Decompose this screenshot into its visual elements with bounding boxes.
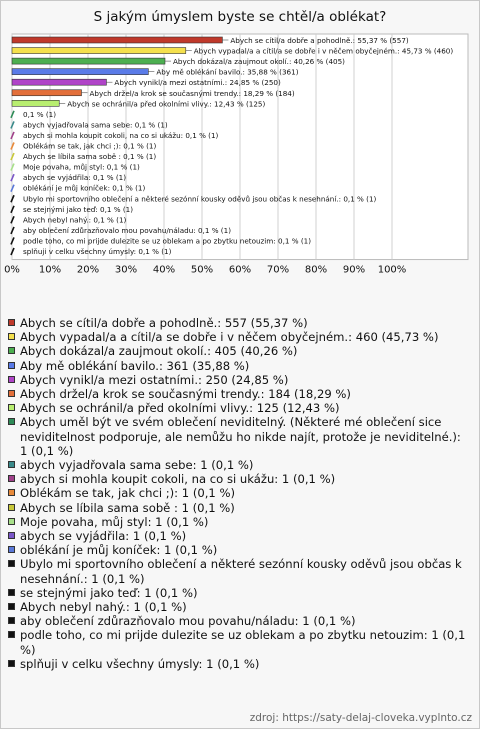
bar-label: aby oblečení zdůrazňovalo mou povahu/náladu: 0,1 % (1) <box>23 225 231 235</box>
legend-item <box>6 515 474 529</box>
legend-label: Abych uměl být ve svém oblečení neviditelný. (Některé mé oblečení sice neviditelnost podporuje, ale nemůžu ho nikde najít, protože je neviditelné.): 1 (0,1 %) <box>20 415 461 458</box>
x-tick-label: 60% <box>228 264 252 276</box>
bar-label: abych si mohla koupit cokoli, na co si ukážu: 0,1 % (1) <box>23 130 219 140</box>
x-tick-label: 90% <box>342 264 366 276</box>
bar-chart <box>0 0 480 310</box>
legend-swatch <box>8 489 15 496</box>
x-tick-label: 40% <box>152 264 176 276</box>
bar-label: 0,1 % (1) <box>23 109 57 119</box>
legend-item <box>6 359 474 373</box>
legend-item <box>6 543 474 557</box>
legend-swatch <box>8 461 15 468</box>
bar-label: Abych vypadal/a a cítil/a se dobře i v něčem obyčejném.: 45,73 % (460) <box>193 46 454 56</box>
legend-swatch <box>8 475 15 482</box>
legend-label: Moje povaha, můj styl: 1 (0,1 %) <box>20 514 209 529</box>
x-tick-label: 20% <box>76 264 100 276</box>
bar-label: splňuji v celku všechny úmysly: 0,1 % (1) <box>23 247 172 256</box>
legend-swatch <box>8 546 15 553</box>
legend-label: Abych vynikl/a mezi ostatními.: 250 (24,85 %) <box>20 372 289 387</box>
legend-label: abych vyjadřovala sama sebe: 1 (0,1 %) <box>20 458 254 473</box>
bar-label: se stejnými jako teď: 0,1 % (1) <box>23 204 134 214</box>
legend-item <box>6 415 474 458</box>
x-tick-label: 0% <box>4 264 20 276</box>
bar-label: Abych se cítil/a dobře a pohodlně.: 55,37 % (557) <box>230 36 409 45</box>
legend-item <box>6 330 474 344</box>
x-tick-label: 50% <box>190 264 214 276</box>
bar-label: Abych nebyl nahý.: 0,1 % (1) <box>23 215 127 225</box>
legend-item <box>6 600 474 614</box>
bar-label: Abych držel/a krok se současnými trendy.: 18,29 % (184) <box>89 88 295 98</box>
bar <box>12 79 106 85</box>
legend-swatch <box>8 589 15 596</box>
legend-swatch <box>8 532 15 539</box>
bar-label: Ubylo mi sportovního oblečení a některé sezónní kousky oděvů jsou občas k nesehnání.: 0,1 % (1) <box>23 194 377 204</box>
legend-swatch <box>8 347 15 354</box>
x-tick-label: 100% <box>377 264 407 276</box>
legend-item <box>6 557 474 585</box>
legend-item <box>6 387 474 401</box>
legend-label: abych si mohla koupit cokoli, na co si ukážu: 1 (0,1 %) <box>20 472 336 487</box>
bar-label: Aby mě oblékání bavilo.: 35,88 % (361) <box>156 67 299 77</box>
x-tick-label: 30% <box>114 264 138 276</box>
bar-label: podle toho, co mi prijde dulezite se uz oblekam a po zbytku netouzim: 0,1 % (1) <box>23 236 312 246</box>
legend-swatch <box>8 660 15 667</box>
legend-label: Abych dokázal/a zaujmout okolí.: 405 (40,26 %) <box>20 344 298 359</box>
legend-label: Abych se cítil/a dobře a pohodlně.: 557 (55,37 %) <box>20 316 308 330</box>
legend-item <box>6 486 474 500</box>
legend-swatch <box>8 631 15 638</box>
legend-label: Oblékám se tak, jak chci ;): 1 (0,1 %) <box>20 486 236 501</box>
bar-label: oblékání je můj koníček: 0,1 % (1) <box>23 183 146 193</box>
x-tick-label: 10% <box>38 264 62 276</box>
legend-label: podle toho, co mi prijde dulezite se uz oblekam a po zbytku netouzim: 1 (0,1 %) <box>20 628 466 657</box>
legend-swatch <box>8 319 15 326</box>
legend-swatch <box>8 390 15 397</box>
legend-swatch <box>8 603 15 610</box>
legend-item <box>6 472 474 486</box>
legend-swatch <box>8 418 15 425</box>
legend-label: oblékání je můj koníček: 1 (0,1 %) <box>20 543 218 558</box>
bar <box>12 100 59 106</box>
x-tick-label: 80% <box>304 264 328 276</box>
bar <box>12 48 186 54</box>
bar-label: Moje povaha, můj styl: 0,1 % (1) <box>23 162 140 172</box>
legend-label: Abych se ochránil/a před okolními vlivy.: 125 (12,43 %) <box>20 401 340 416</box>
chart-title: S jakým úmyslem byste se chtěl/a oblékat? <box>93 9 387 25</box>
legend-item <box>6 344 474 358</box>
legend-item <box>6 586 474 600</box>
bar <box>12 58 165 64</box>
legend-label: Abych se líbila sama sobě : 1 (0,1 %) <box>20 500 235 515</box>
legend-item <box>6 401 474 415</box>
x-tick-label: 70% <box>266 264 290 276</box>
legend-swatch <box>8 404 15 411</box>
legend-item <box>6 628 474 656</box>
legend-label: splňuji v celku všechny úmysly: 1 (0,1 %) <box>20 656 260 671</box>
legend-swatch <box>8 518 15 525</box>
legend-swatch <box>8 504 15 511</box>
legend <box>6 316 474 671</box>
legend-label: se stejnými jako teď: 1 (0,1 %) <box>20 585 198 600</box>
bar <box>12 69 148 75</box>
legend-item <box>6 316 474 330</box>
bar <box>12 37 222 43</box>
bar-label: abych vyjadřovala sama sebe: 0,1 % (1) <box>23 120 168 130</box>
legend-label: Abych držel/a krok se současnými trendy.: 184 (18,29 %) <box>20 387 351 402</box>
legend-item <box>6 529 474 543</box>
bar-label: abych se vyjádřila: 0,1 % (1) <box>23 173 127 183</box>
legend-item <box>6 458 474 472</box>
legend-label: Abych nebyl nahý.: 1 (0,1 %) <box>20 600 187 615</box>
legend-swatch <box>8 333 15 340</box>
source-note: zdroj: https://saty-delaj-cloveka.vyplnto.cz <box>249 712 472 724</box>
legend-item <box>6 501 474 515</box>
legend-label: abych se vyjádřila: 1 (0,1 %) <box>20 529 187 544</box>
legend-label: Aby mě oblékání bavilo.: 361 (35,88 %) <box>20 358 250 373</box>
bar <box>12 90 82 96</box>
legend-swatch <box>8 376 15 383</box>
legend-item <box>6 657 474 671</box>
legend-label: Abych vypadal/a a cítil/a se dobře i v něčem obyčejném.: 460 (45,73 %) <box>20 330 439 345</box>
bar-label: Oblékám se tak, jak chci ;): 0,1 % (1) <box>23 141 157 151</box>
bar-label: Abych dokázal/a zaujmout okolí.: 40,26 % (405) <box>172 57 345 67</box>
legend-label: aby oblečení zdůrazňovalo mou povahu/náladu: 1 (0,1 %) <box>20 614 356 629</box>
legend-swatch <box>8 560 15 567</box>
legend-swatch <box>8 617 15 624</box>
bar-label: Abych se líbila sama sobě : 0,1 % (1) <box>23 152 157 162</box>
legend-item <box>6 373 474 387</box>
legend-item <box>6 614 474 628</box>
legend-swatch <box>8 362 15 369</box>
legend-label: Ubylo mi sportovního oblečení a některé sezónní kousky oděvů jsou občas k nesehnání.: 1 (0,1 %) <box>20 557 462 586</box>
bar-label: Abych se ochránil/a před okolními vlivy.: 12,43 % (125) <box>67 99 266 109</box>
bar-label: Abych vynikl/a mezi ostatními.: 24,85 % (250) <box>114 78 281 88</box>
